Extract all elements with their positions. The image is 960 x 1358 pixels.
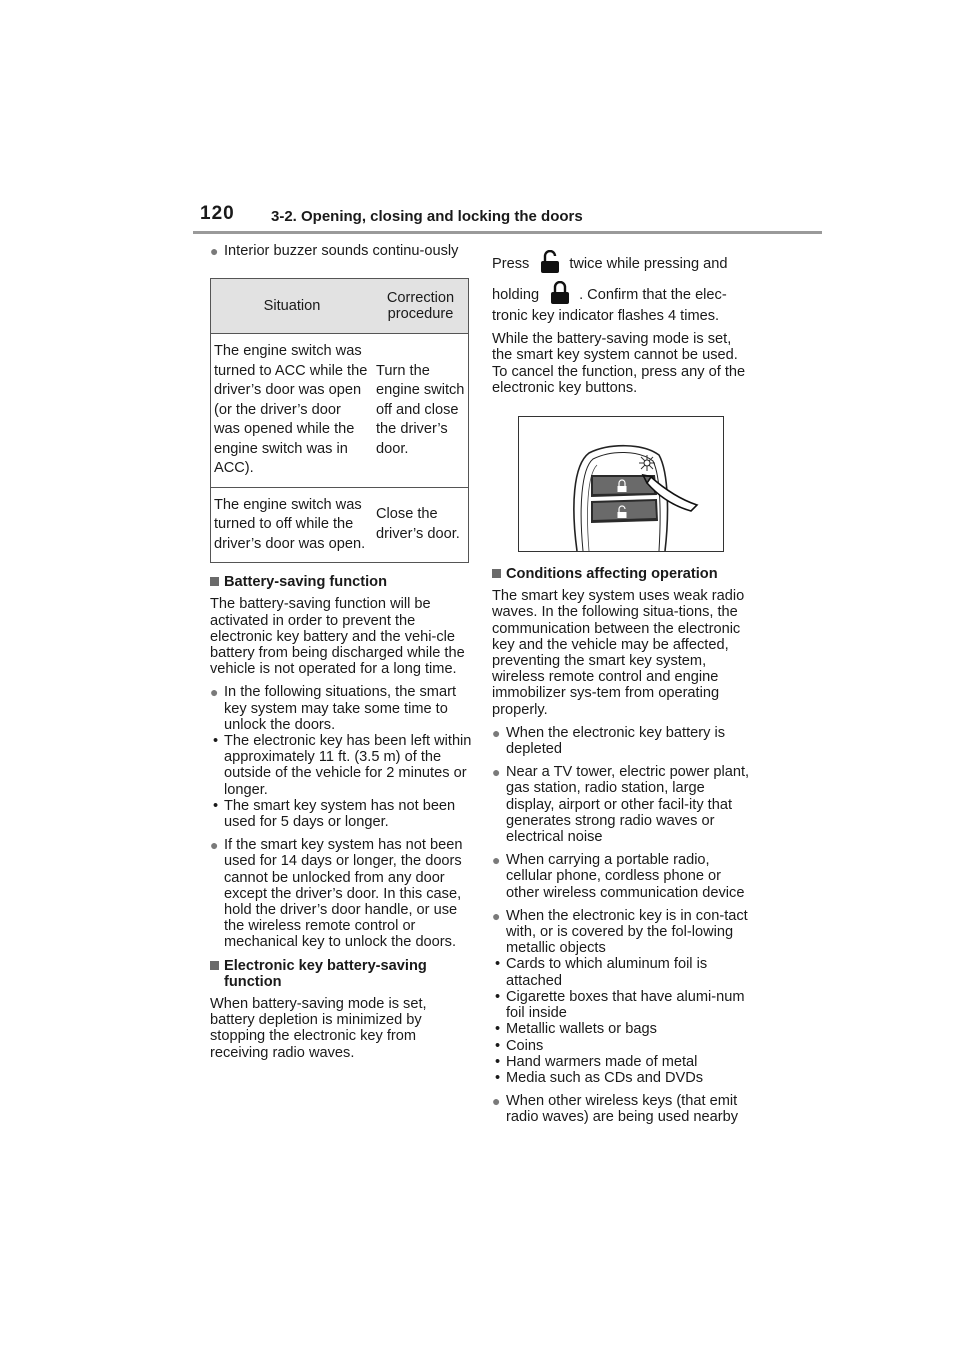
- list-item: ● If the smart key system has not been used for 14 days or longer, the doors cannot be unlocked from any door except the driver’s door. In this case, hold the driver’s door handle, or use the wireless remote control or mechanical key to unlock the doors.: [210, 837, 463, 951]
- conditions-heading: Conditions affecting operation: [492, 566, 752, 582]
- electronic-key-illustration: [518, 416, 724, 552]
- table-cell: Close the driver’s door.: [373, 487, 469, 563]
- circle-bullet-icon: ●: [210, 243, 219, 259]
- lock-padlock-icon: [549, 281, 571, 305]
- right-column: [492, 250, 752, 1133]
- holding-instruction: holding . Confirm that the elec-: [492, 281, 752, 308]
- holding-instruction-cont: tronic key indicator flashes 4 times.: [492, 308, 720, 324]
- square-marker-icon: [492, 569, 501, 578]
- dash-item: • Metallic wallets or bags: [495, 1021, 657, 1038]
- battery-saving-heading: Battery-saving function: [210, 574, 472, 590]
- list-item: ● When carrying a portable radio, cellular phone, cordless phone or other wireless communication device: [492, 852, 745, 901]
- circle-bullet-icon: ●: [210, 837, 219, 854]
- left-column: [210, 243, 472, 1068]
- dash-item: • Cards to which aluminum foil is attached: [495, 956, 708, 989]
- situation-table: [210, 278, 469, 563]
- dash-item: • The electronic key has been left within approximately 11 ft. (3.5 m) of the outside of the vehicle for 2 minutes or longer.: [213, 733, 472, 798]
- table-row: [211, 487, 469, 563]
- dash-item: • The smart key system has not been used for 5 days or longer.: [213, 797, 456, 831]
- list-item: ● When other wireless keys (that emit radio waves) are being used nearby: [492, 1093, 739, 1126]
- header-rule: [193, 231, 822, 234]
- square-marker-icon: [210, 961, 219, 970]
- table-cell: The engine switch was turned to off while the driver’s door was open.: [211, 487, 374, 563]
- dash-item: • Coins: [495, 1037, 544, 1054]
- table-header-situation: Situation: [211, 279, 374, 334]
- circle-bullet-icon: ●: [492, 907, 501, 924]
- key-fob-drawing: [519, 417, 723, 551]
- dash-item: • Hand warmers made of metal: [495, 1053, 698, 1070]
- table-cell: Turn the engine switch off and close the driver’s door.: [373, 334, 469, 488]
- table-row: [211, 334, 469, 488]
- list-item: ● In the following situations, the smart key system may take some time to unlock the doors.: [210, 684, 456, 733]
- electronic-key-heading: Electronic key battery-saving function: [210, 958, 472, 990]
- circle-bullet-icon: ●: [492, 764, 501, 781]
- conditions-text: The smart key system uses weak radio waves. In the following situa-tions, the communication between the electronic key and the vehicle may be affected, preventing the smart key system, wireless remote control and engine immobilizer sys-tem from operating properly.: [492, 588, 745, 718]
- circle-bullet-icon: ●: [210, 684, 219, 701]
- table-cell: The engine switch was turned to ACC while the driver’s door was open (or the driver’s door was opened while the engine switch was in ACC).: [211, 334, 374, 488]
- unlock-padlock-icon: [539, 250, 561, 274]
- electronic-key-text: When battery-saving mode is set, battery depletion is minimized by stopping the electronic key from receiving radio waves.: [210, 996, 427, 1061]
- circle-bullet-icon: ●: [492, 1093, 501, 1110]
- battery-saving-text: The battery-saving function will be activated in order to prevent the electronic key battery and the vehi-cle battery from being discharged while the vehicle is not operated for a long time.: [210, 596, 465, 678]
- dash-item: • Media such as CDs and DVDs: [495, 1069, 704, 1086]
- page-number: 120: [200, 203, 235, 224]
- dash-item: • Cigarette boxes that have alumi-num foil inside: [495, 988, 745, 1022]
- list-item: ● Near a TV tower, electric power plant, gas station, radio station, large display, airport or other facil-ity that generates strong radio waves or electrical noise: [492, 764, 750, 846]
- square-marker-icon: [210, 577, 219, 586]
- press-instruction: Press twice while pressing and: [492, 250, 752, 277]
- circle-bullet-icon: ●: [492, 724, 501, 741]
- list-item: ● When the electronic key battery is depleted: [492, 724, 726, 758]
- section-title: 3-2. Opening, closing and locking the doors: [271, 208, 583, 225]
- intro-bullet: ● Interior buzzer sounds continu-ously: [210, 243, 459, 259]
- list-item: ● When the electronic key is in con-tact with, or is covered by the fol-lowing metallic objects: [492, 907, 748, 957]
- table-header-correction: Correction procedure: [373, 279, 469, 334]
- circle-bullet-icon: ●: [492, 852, 501, 869]
- battery-mode-text: While the battery-saving mode is set, the smart key system cannot be used. To cancel the function, press any of the electronic key buttons.: [492, 331, 746, 396]
